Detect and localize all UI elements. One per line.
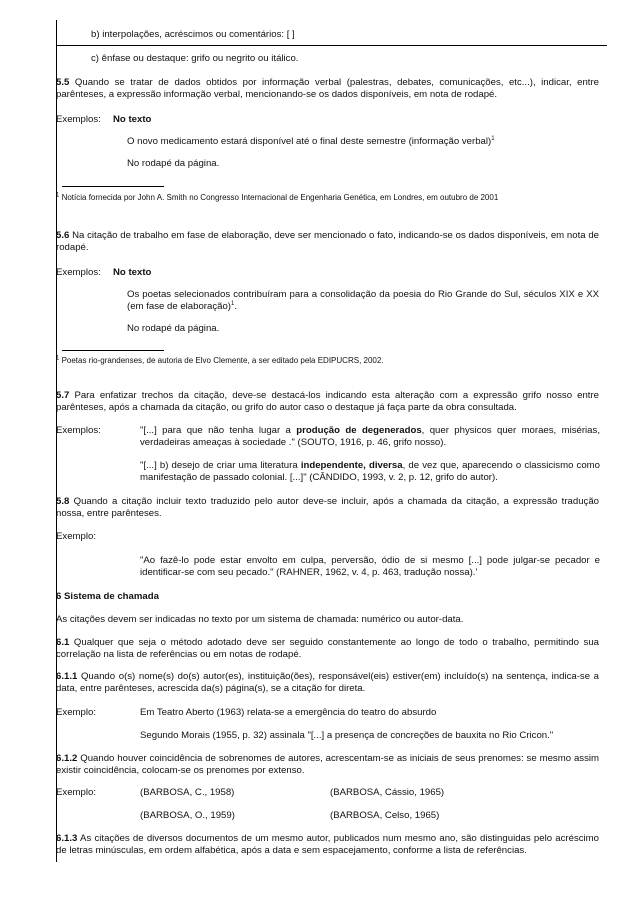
example-end: . bbox=[234, 301, 238, 312]
example-1-bold: produção de degenerados bbox=[296, 425, 422, 436]
example-1: Em Teatro Aberto (1963) relata-se a emergência do teatro do absurdo bbox=[140, 707, 437, 718]
section-6-1-2 bbox=[56, 753, 599, 777]
examples-label: Exemplos: bbox=[56, 425, 101, 436]
example-text: "Ao fazê-lo pode estar envolto em culpa, perversão, ódio de si mesmo [...] pode julgar-se pecador e identificar-se com seu pecado." (RAHNER, 1962, v. 4, p. 463, tradução nossa).' bbox=[140, 555, 600, 578]
section-6-1-1 bbox=[56, 671, 599, 695]
section-number: 5.5 bbox=[56, 77, 70, 88]
section-number: 5.8 bbox=[56, 496, 70, 507]
rodape-label: No rodapé da página. bbox=[127, 323, 220, 334]
section-number: 6.1.3 bbox=[56, 833, 78, 844]
example-2-part-b: , de vez que, aparecendo o classicismo como manifestação de passado colonial. [...]" (CÂNDIDO, 1993, v. 2, p. 12, grifo do autor). bbox=[140, 460, 600, 483]
section-text: Qualquer que seja o método adotado deve ser seguido constantemente ao longo de todo o trabalho, permitindo sua correlação na lista de referências ou em notas de rodapé. bbox=[56, 637, 599, 660]
examples-label: Exemplos: bbox=[56, 114, 101, 125]
footnote-ref: 1 bbox=[231, 300, 235, 307]
section-number: 5.7 bbox=[56, 390, 70, 401]
footnote-text: Poetas rio-grandenses, de autoria de Elvo Clemente, a ser editado pela EDIPUCRS, 2002. bbox=[59, 356, 384, 365]
footnote-number: 1 bbox=[56, 355, 60, 362]
item-c: c) ênfase ou destaque: grifo ou negrito ou itálico. bbox=[91, 53, 299, 64]
example-text bbox=[127, 136, 599, 148]
section-number: 6.1.2 bbox=[56, 753, 78, 764]
citation-row-2-left: (BARBOSA, O., 1959) bbox=[140, 810, 235, 821]
example-label: Exemplo: bbox=[56, 707, 96, 718]
section-number: 6.1 bbox=[56, 637, 70, 648]
section-5-8 bbox=[56, 496, 599, 520]
section-6-text: As citações devem ser indicadas no texto por um sistema de chamada: numérico ou autor-data. bbox=[56, 614, 464, 625]
example-label: Exemplo: bbox=[56, 787, 96, 798]
section-6-1-3 bbox=[56, 833, 599, 857]
example-body: Os poetas selecionados contribuíram para a consolidação da poesia do Rio Grande do Sul, séculos XIX e XX (em fase de elaboração) bbox=[127, 289, 599, 312]
section-5-5 bbox=[56, 77, 599, 101]
section-6-1 bbox=[56, 637, 599, 661]
section-5-7 bbox=[56, 390, 599, 414]
footnote-rule bbox=[62, 186, 164, 187]
section-number: 6.1.1 bbox=[56, 671, 78, 682]
footnote bbox=[56, 356, 599, 366]
left-border-line bbox=[56, 20, 60, 862]
item-b: b) interpolações, acréscimos ou comentários: [ ] bbox=[91, 29, 295, 40]
top-border-line bbox=[56, 45, 607, 46]
section-text: As citações de diversos documentos de um mesmo autor, publicados num mesmo ano, são distinguidas pelo acréscimo de letras minúsculas, em ordem alfabética, após a data e sem espacejamento, conforme a lista de referências. bbox=[56, 833, 599, 856]
footnote-number: 1 bbox=[56, 192, 60, 199]
section-text: Quando houver coincidência de sobrenomes de autores, acrescentam-se as iniciais de seus prenomes: se mesmo assim existir coincidência, colocam-se os prenomes por extenso. bbox=[56, 753, 599, 776]
section-text: Quando se tratar de dados obtidos por informação verbal (palestras, debates, comunicações, etc...), indicar, entre parênteses, a expressão informação verbal, mencionando-se os dados disponíveis, em nota de rodapé. bbox=[56, 77, 599, 100]
section-text: Quando a citação incluir texto traduzido pelo autor deve-se incluir, após a chamada da citação, a expressão tradução nossa, entre parênteses. bbox=[56, 496, 599, 519]
citation-row-1-left: (BARBOSA, C., 1958) bbox=[140, 787, 235, 798]
rodape-label: No rodapé da página. bbox=[127, 158, 220, 169]
example-2 bbox=[140, 460, 600, 484]
section-text: Para enfatizar trechos da citação, deve-se destacá-los indicando esta alteração com a expressão grifo nosso entre parênteses, após a chamada da citação, ou grifo do autor caso o destaque já faça parte da obra consultada. bbox=[56, 390, 599, 413]
examples-label: Exemplos: bbox=[56, 267, 101, 278]
section-number: 5.6 bbox=[56, 230, 70, 241]
footnote-rule bbox=[62, 350, 164, 351]
example-body: O novo medicamento estará disponível até o final deste semestre (informação verbal) bbox=[127, 136, 492, 147]
example-label: Exemplo: bbox=[56, 531, 96, 542]
footnote bbox=[56, 193, 599, 203]
example-2-bold: independente, diversa bbox=[300, 460, 403, 471]
citation-row-2-right: (BARBOSA, Celso, 1965) bbox=[330, 810, 440, 821]
section-6-heading: 6 Sistema de chamada bbox=[56, 591, 159, 602]
section-5-6 bbox=[56, 230, 599, 254]
example-1-part-a: "[...] para que não tenha lugar a bbox=[140, 425, 297, 436]
section-text: Na citação de trabalho em fase de elaboração, deve ser mencionado o fato, indicando-se os dados disponíveis, em nota de rodapé. bbox=[56, 230, 599, 253]
section-text: Quando o(s) nome(s) do(s) autor(es), instituição(ões), responsável(eis) estiver(em) incluído(s) na sentença, indica-se a data, entre parênteses, acrescida da(s) página(s), se a citação for direta. bbox=[56, 671, 599, 694]
footnote-ref: 1 bbox=[491, 135, 495, 142]
example-1-part-b: , quer physicos quer moraes, misérias, verdadeiras ameaças à sociedade ." (SOUTO, 1916, p. 46, grifo nosso). bbox=[140, 425, 600, 448]
example-2-part-a: "[...] b) desejo de criar uma literatura bbox=[140, 460, 301, 471]
example-text bbox=[127, 289, 599, 313]
citation-row-1-right: (BARBOSA, Cássio, 1965) bbox=[330, 787, 445, 798]
no-texto-label: No texto bbox=[113, 114, 152, 125]
footnote-text: Notícia fornecida por John A. Smith no Congresso Internacional de Engenharia Genética, em Londres, em outubro de 2001 bbox=[59, 193, 499, 202]
example-1 bbox=[140, 425, 600, 449]
example-2: Segundo Morais (1955, p. 32) assinala "[...] a presença de concreções de bauxita no Rio Cricon." bbox=[140, 730, 554, 741]
no-texto-label: No texto bbox=[113, 267, 152, 278]
